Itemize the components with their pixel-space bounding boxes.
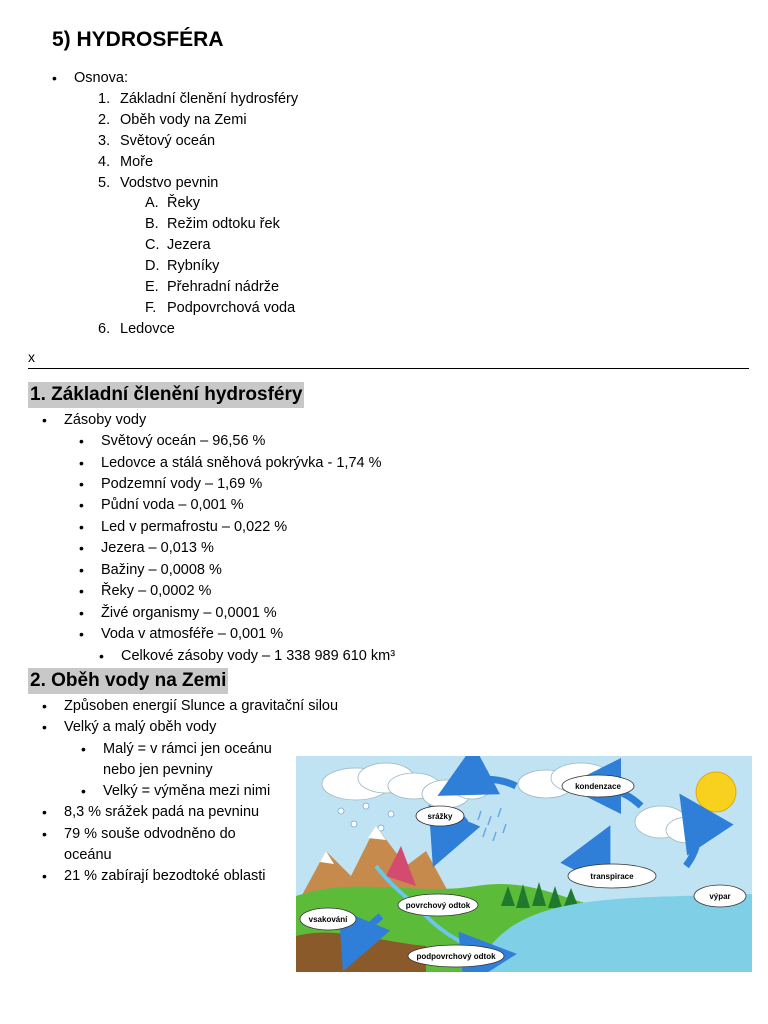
outline-subitem: F. Podpovrchová voda [145, 300, 296, 316]
list-item: • 79 % souše odvodněno do [64, 824, 236, 844]
label-vypar [694, 885, 746, 907]
list-item-continuation: oceánu [64, 847, 112, 863]
list-item: • Led v permafrostu – 0,022 % [101, 517, 287, 537]
svg-text:vsakování: vsakování [308, 915, 348, 924]
list-item: • Malý = v rámci jen oceánu [103, 739, 272, 759]
page-title: 5) HYDROSFÉRA [52, 28, 224, 51]
list-item: • Zásoby vody [64, 410, 146, 430]
list-item: • Celkové zásoby vody – 1 338 989 610 km³ [121, 646, 395, 666]
svg-text:výpar: výpar [709, 892, 731, 901]
horizontal-rule [28, 368, 749, 369]
svg-text:kondenzace: kondenzace [575, 782, 621, 791]
list-item: • Živé organismy – 0,0001 % [101, 603, 277, 623]
list-item: • Velký = výměna mezi nimi [103, 781, 270, 801]
outline-item: 5. Vodstvo pevnin [98, 175, 219, 191]
water-cycle-diagram [296, 756, 752, 972]
list-item: • Voda v atmosféře – 0,001 % [101, 624, 283, 644]
list-item: • Jezera – 0,013 % [101, 538, 214, 558]
svg-text:transpirace: transpirace [590, 872, 634, 881]
outline-subitem: A. Řeky [145, 195, 201, 211]
svg-text:podpovrchový odtok: podpovrchový odtok [416, 952, 496, 961]
label-kondenzace [562, 775, 634, 797]
list-item: • Půdní voda – 0,001 % [101, 495, 244, 515]
section-heading-1: 1. Základní členění hydrosféry [28, 382, 304, 408]
svg-text:srážky: srážky [427, 812, 453, 821]
outline-item: 1. Základní členění hydrosféry [98, 91, 299, 107]
section-heading-2: 2. Oběh vody na Zemi [28, 668, 228, 694]
svg-text:povrchový odtok: povrchový odtok [405, 901, 471, 910]
list-item-continuation: nebo jen pevniny [103, 762, 213, 778]
label-vsakovani [300, 908, 356, 930]
outline-label: • Osnova: [74, 68, 128, 88]
label-povrchovy-odtok [398, 894, 478, 916]
sun-icon [696, 772, 736, 812]
outline-item: 6. Ledovce [98, 321, 175, 337]
list-item: • Řeky – 0,0002 % [101, 581, 211, 601]
list-item: • Světový oceán – 96,56 % [101, 431, 265, 451]
label-srazky [416, 806, 464, 826]
outline-subitem: B. Režim odtoku řek [145, 216, 280, 232]
outline-subitem: E. Přehradní nádrže [145, 279, 280, 295]
outline-subitem: C. Jezera [145, 237, 211, 253]
outline-item: 4. Moře [98, 154, 154, 170]
list-item: • Ledovce a stálá sněhová pokrývka - 1,74 % [101, 453, 382, 473]
outline-subitem: D. Rybníky [145, 258, 220, 274]
separator-mark: x [28, 349, 35, 365]
list-item: • Způsoben energií Slunce a gravitační silou [64, 696, 338, 716]
list-item: • 8,3 % srážek padá na pevninu [64, 802, 259, 822]
label-podpovrchovy-odtok [408, 945, 504, 967]
list-item: • Bažiny – 0,0008 % [101, 560, 222, 580]
list-item: • 21 % zabírají bezodtoké oblasti [64, 866, 266, 886]
outline-item: 2. Oběh vody na Zemi [98, 112, 247, 128]
outline-item: 3. Světový oceán [98, 133, 216, 149]
list-item: • Velký a malý oběh vody [64, 717, 216, 737]
list-item: • Podzemní vody – 1,69 % [101, 474, 262, 494]
label-transpirace [568, 864, 656, 888]
